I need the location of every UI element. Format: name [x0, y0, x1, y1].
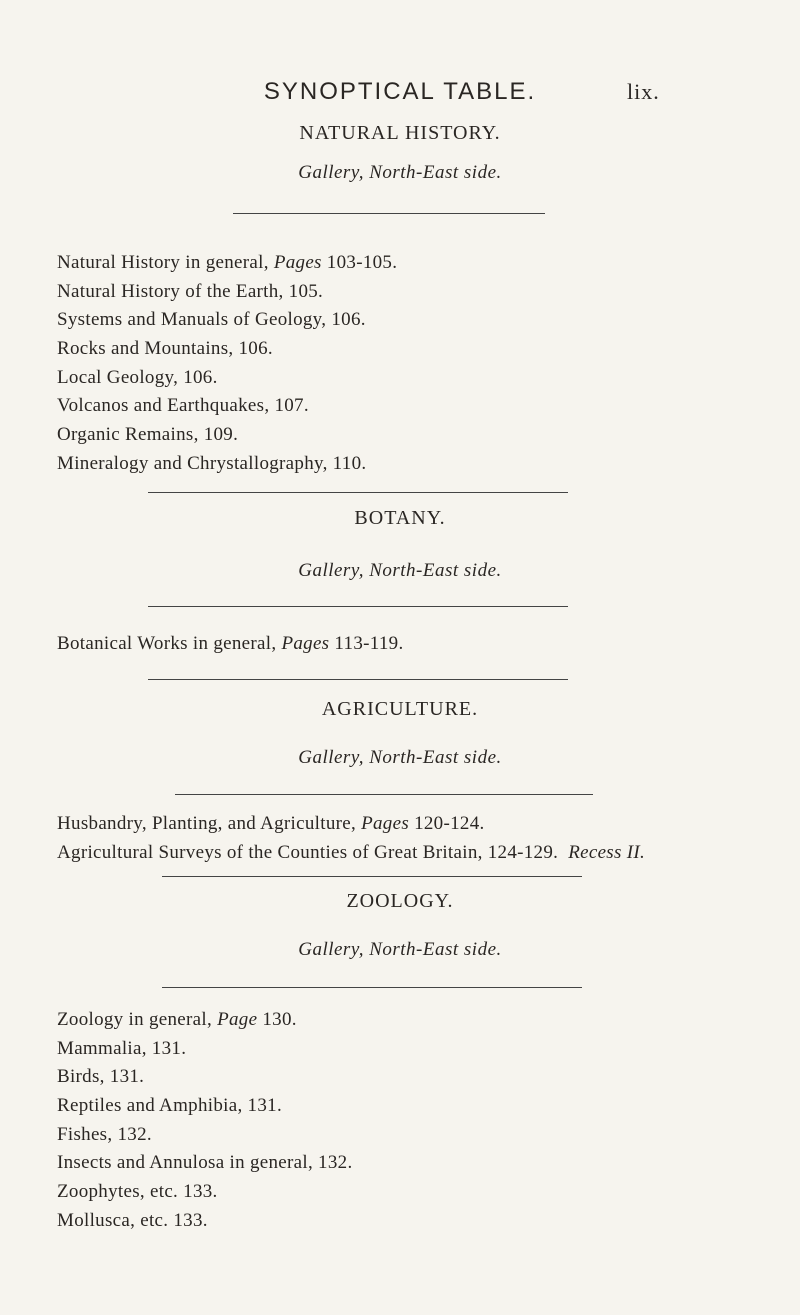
- list-item: Mineralogy and Chrystallography, 110.: [57, 452, 367, 474]
- divider: [175, 794, 593, 795]
- entry-list-agriculture: [57, 810, 645, 867]
- divider: [162, 876, 582, 877]
- running-head: [0, 78, 800, 112]
- section-heading-natural-history: NATURAL HISTORY.: [299, 122, 501, 144]
- list-item: Birds, 131.: [57, 1066, 145, 1088]
- divider: [162, 987, 582, 988]
- section-location-botany: Gallery, North-East side.: [298, 560, 502, 581]
- page-number: lix.: [627, 79, 660, 104]
- list-item: Insects and Annulosa in general, 132.: [57, 1152, 353, 1174]
- section-location-agriculture: Gallery, North-East side.: [298, 747, 502, 768]
- list-item: Systems and Manuals of Geology, 106.: [57, 309, 366, 331]
- recess-label: Recess II.: [568, 841, 646, 863]
- section-heading-botany: BOTANY.: [354, 507, 446, 529]
- list-item: Natural History of the Earth, 105.: [57, 280, 324, 302]
- list-item: Zoophytes, etc. 133.: [57, 1181, 218, 1203]
- section-location-natural-history: Gallery, North-East side.: [298, 162, 502, 183]
- divider: [148, 606, 568, 607]
- list-item: Reptiles and Amphibia, 131.: [57, 1095, 282, 1117]
- list-item: Zoology in general, Page 130.: [57, 1009, 297, 1030]
- list-item: Organic Remains, 109.: [57, 424, 239, 446]
- running-title: SYNOPTICAL TABLE.: [263, 78, 537, 105]
- entry-list-natural-history: [57, 249, 397, 479]
- section-heading-zoology: ZOOLOGY.: [346, 890, 454, 912]
- list-item: Agricultural Surveys of the Counties of Great Britain, 124-129. Recess II.: [57, 841, 646, 863]
- list-item: Natural History in general, Pages 103-105.: [57, 252, 398, 273]
- list-item: Local Geology, 106.: [57, 366, 218, 388]
- entry-list-zoology: [57, 1006, 353, 1236]
- list-item: Mollusca, etc. 133.: [57, 1209, 208, 1231]
- list-item: Mammalia, 131.: [57, 1037, 187, 1059]
- divider: [148, 492, 568, 493]
- divider: [233, 213, 545, 214]
- section-location-zoology: Gallery, North-East side.: [298, 939, 502, 960]
- list-item: Botanical Works in general, Pages 113-119.: [57, 633, 404, 654]
- list-item: Rocks and Mountains, 106.: [57, 338, 273, 360]
- entry-list-botany: [57, 630, 404, 659]
- list-item: Volcanos and Earthquakes, 107.: [57, 395, 309, 417]
- section-heading-agriculture: AGRICULTURE.: [321, 698, 479, 720]
- list-item: Husbandry, Planting, and Agriculture, Pages 120-124.: [57, 813, 485, 834]
- list-item: Fishes, 132.: [57, 1123, 152, 1145]
- divider: [148, 679, 568, 680]
